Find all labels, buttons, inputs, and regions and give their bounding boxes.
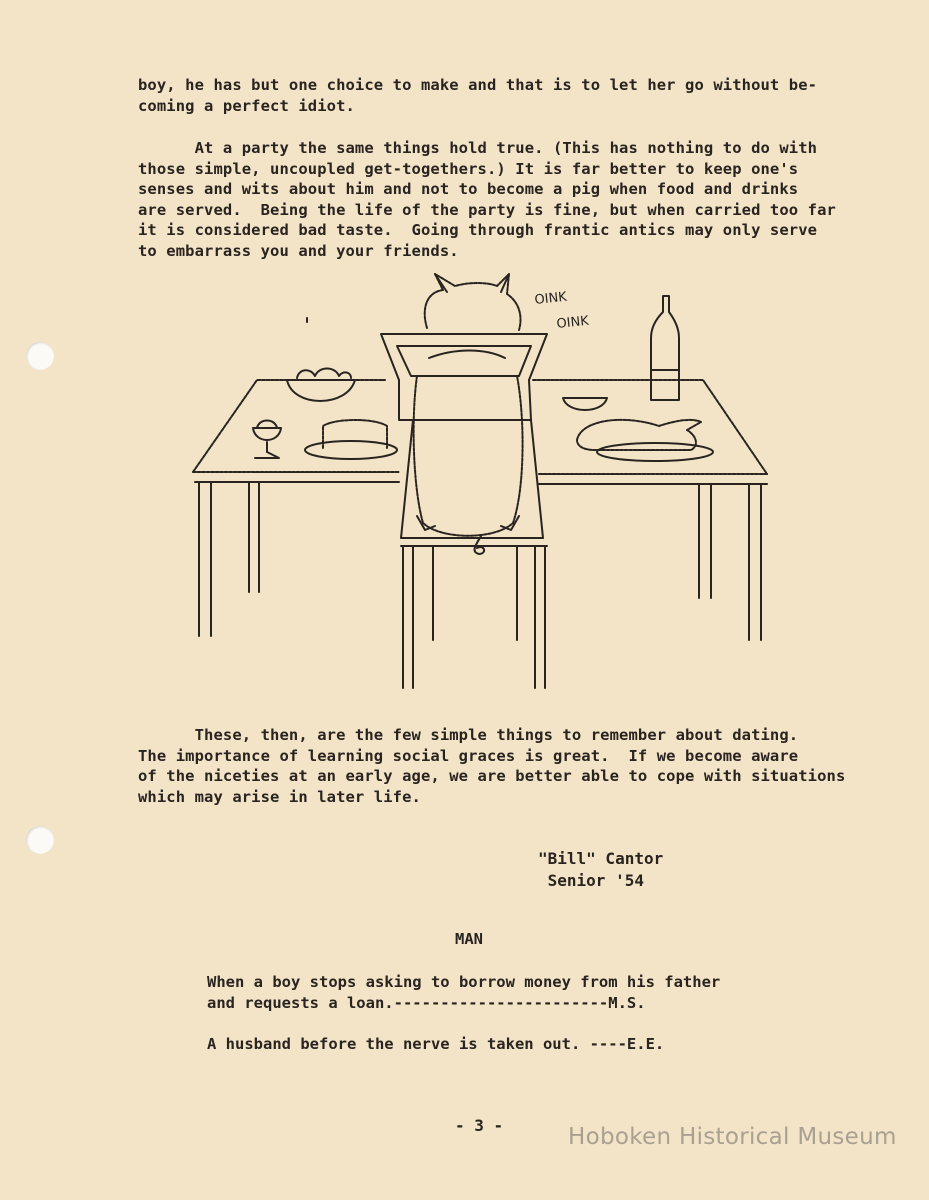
text-line: it is considered bad taste. Going through frantic antics may only serve	[138, 221, 818, 239]
watermark: Hoboken Historical Museum	[568, 1124, 897, 1150]
paragraph-2	[138, 138, 836, 261]
text-line: those simple, uncoupled get-togethers.) It is far better to keep one's	[138, 159, 799, 178]
quote-1	[207, 972, 720, 1014]
quote-2	[207, 1034, 664, 1055]
page-number: - 3 -	[455, 1116, 504, 1135]
quote-line: A husband before the nerve is taken out. ----E.E.	[207, 1035, 665, 1053]
author-signature	[538, 848, 663, 892]
bread-plate	[305, 441, 397, 459]
text-line: The importance of learning social graces is great. If we become aware	[138, 746, 799, 765]
bread-loaf	[323, 420, 387, 448]
roast-turkey	[577, 420, 701, 450]
text-line: coming a perfect idiot.	[138, 96, 355, 115]
small-bowl	[563, 398, 607, 410]
sherbet-glass	[253, 428, 281, 458]
pig-hoof-right	[501, 516, 519, 530]
quote-line: and requests a loan.-----------------------M.S.	[207, 994, 646, 1012]
text-line: to embarrass you and your friends.	[138, 241, 459, 260]
sherbet-dessert	[257, 421, 277, 429]
oink-text-2: OINK	[555, 313, 590, 332]
paragraph-1	[138, 75, 828, 116]
text-line: which may arise in later life.	[138, 787, 421, 806]
binder-hole-top	[26, 342, 54, 370]
quote-line: When a boy stops asking to borrow money from his father	[207, 973, 721, 991]
fruit-bowl	[287, 380, 355, 401]
pig-at-table-illustration	[185, 268, 785, 698]
author-name: "Bill" Cantor	[538, 849, 664, 868]
text-line: These, then, are the few simple things to remember about dating.	[138, 726, 799, 744]
pig-shoulders	[429, 351, 505, 359]
text-line: are served. Being the life of the party is fine, but when carried too far	[138, 200, 836, 219]
text-line: of the niceties at an early age, we are better able to cope with situations	[138, 767, 846, 785]
section-heading: MAN	[455, 930, 483, 948]
paragraph-3	[138, 725, 846, 807]
text-line: At a party the same things hold true. (This has nothing to do with	[138, 139, 818, 157]
wine-bottle	[651, 296, 679, 400]
fruit	[297, 369, 351, 379]
binder-hole-bottom	[26, 826, 54, 854]
author-class: Senior '54	[538, 871, 644, 890]
text-line: boy, he has but one choice to make and that is to let her go without be-	[138, 76, 818, 94]
text-line: senses and wits about him and not to become a pig when food and drinks	[138, 180, 799, 198]
pig-hoof-left	[417, 516, 435, 530]
pig-body	[414, 376, 523, 536]
oink-text-1: OINK	[533, 289, 568, 308]
